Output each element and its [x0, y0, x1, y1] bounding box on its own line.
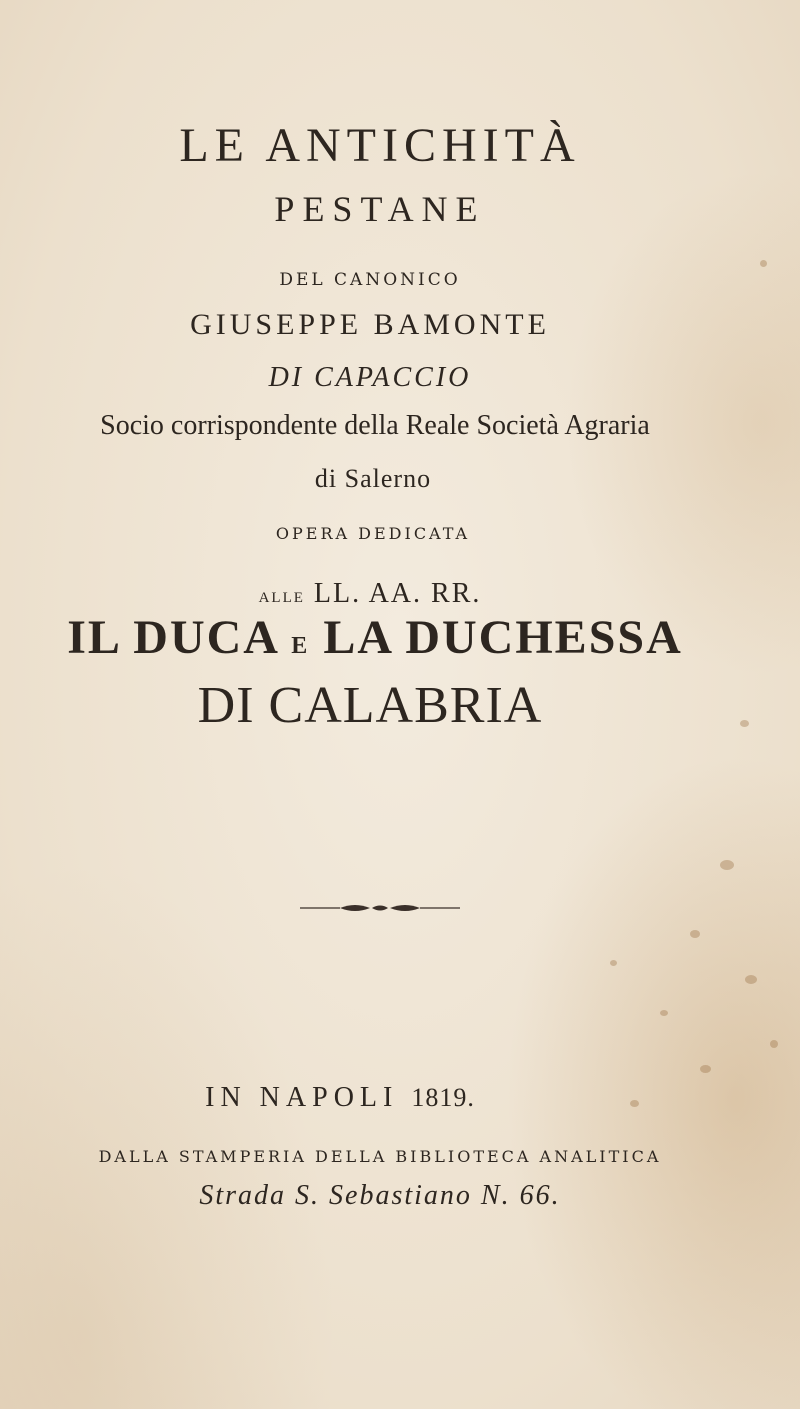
dedicatee-line-1: [0, 610, 775, 665]
foxing-spot: [690, 930, 700, 938]
affiliation-line-1: Socio corrispondente della Reale Società Agraria: [100, 410, 650, 441]
foxing-spot: [660, 1010, 668, 1016]
address-line: Strada S. Sebastiano N. 66.: [199, 1180, 561, 1211]
printer-line: DALLA STAMPERIA DELLA BIBLIOTECA ANALITICA: [98, 1147, 662, 1166]
author-prefix: DEL CANONICO: [279, 270, 461, 290]
ornamental-rule: [300, 900, 460, 916]
foxing-spot: [630, 1100, 639, 1107]
foxing-spot: [720, 860, 734, 870]
dedication-prefix: ALLE: [258, 590, 305, 606]
dedicatee-duchess: LA DUCHESSA: [323, 611, 683, 664]
dedication-titles: LL. AA. RR.: [313, 578, 482, 609]
foxing-spot: [770, 1040, 778, 1048]
foxing-spot: [760, 260, 767, 267]
dedication-intro: OPERA DEDICATA: [275, 524, 471, 543]
foxing-spot: [610, 960, 617, 966]
imprint-line: [0, 1082, 740, 1114]
foxing-spot: [700, 1065, 711, 1073]
author-place: DI CAPACCIO: [268, 362, 472, 393]
foxing-spot: [740, 720, 749, 727]
book-title-line-2: PESTANE: [274, 189, 486, 229]
author-name: GIUSEPPE BAMONTE: [190, 308, 550, 341]
affiliation-line-2: di Salerno: [314, 464, 432, 493]
dedicatee-connector: E: [291, 633, 310, 659]
dedicatee-duke: IL DUCA: [67, 611, 278, 664]
foxing-spot: [745, 975, 757, 984]
dedication-titles-line: [0, 578, 770, 610]
imprint-year: 1819.: [411, 1083, 475, 1112]
book-title-line-1: LE ANTICHITÀ: [179, 119, 581, 172]
imprint-city: IN NAPOLI: [205, 1082, 399, 1113]
dedicatee-line-2: DI CALABRIA: [197, 677, 543, 734]
